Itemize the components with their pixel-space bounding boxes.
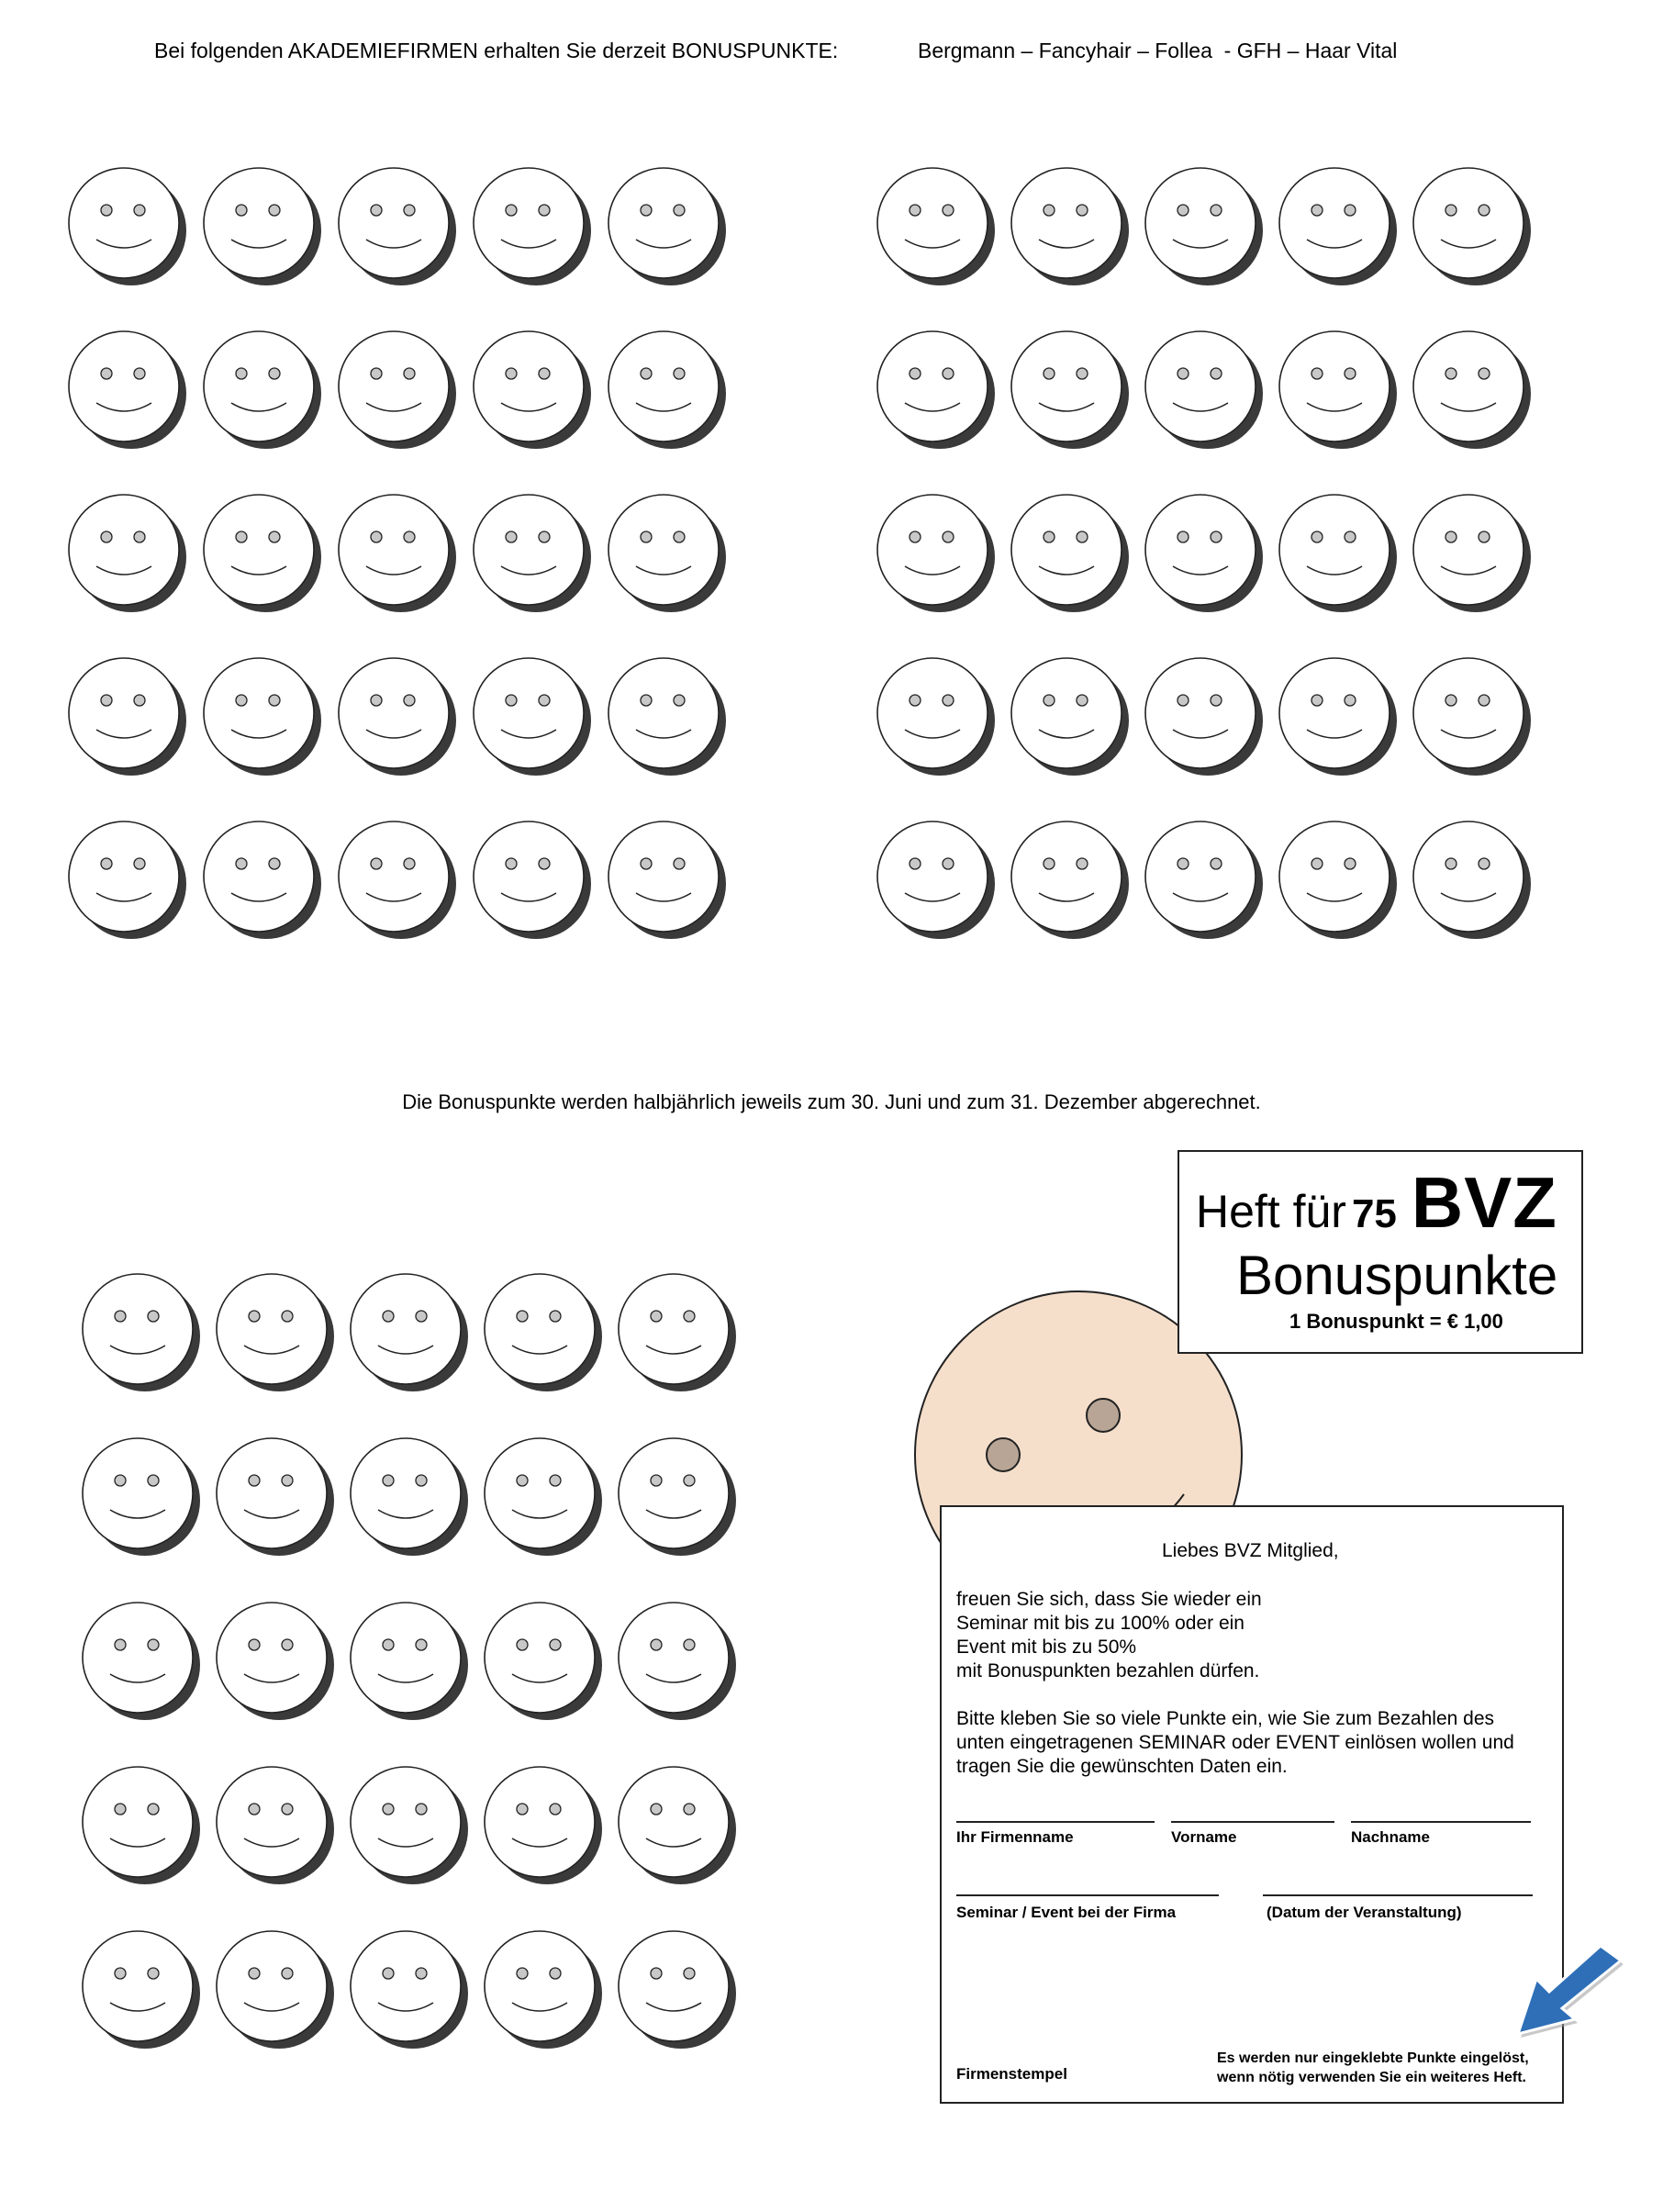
smiley-sticker-icon (872, 162, 1000, 291)
first-name-label: Vorname (1171, 1828, 1237, 1846)
smiley-sticker-icon (198, 489, 327, 618)
card-paragraph2-line: tragen Sie die gewünschten Daten ein. (956, 1756, 1288, 1777)
title-count: 75 (1351, 1191, 1397, 1236)
title-prefix: Heft für (1196, 1186, 1346, 1237)
smiley-sticker-icon (468, 816, 597, 944)
title-rate: 1 Bonuspunkt = € 1,00 (1289, 1310, 1503, 1333)
smiley-sticker-icon (1274, 326, 1402, 454)
smiley-sticker-icon (77, 1926, 206, 2054)
company-stamp-label: Firmenstempel (956, 2065, 1067, 2083)
card-greeting: Liebes BVZ Mitglied, (1162, 1540, 1339, 1561)
smiley-sticker-icon (1140, 653, 1268, 781)
smiley-sticker-icon (603, 816, 731, 944)
smiley-sticker-icon (63, 489, 192, 618)
smiley-sticker-icon (1408, 326, 1536, 454)
last-name-field[interactable] (1351, 1821, 1531, 1823)
smiley-sticker-icon (345, 1268, 474, 1397)
settlement-note: Die Bonuspunkte werden halbjährlich jeweils zum 30. Juni und zum 31. Dezember abgerechnet. (402, 1090, 1261, 1113)
smiley-sticker-icon (198, 816, 327, 944)
first-name-field[interactable] (1171, 1821, 1334, 1823)
smiley-sticker-icon (211, 1597, 340, 1726)
smiley-sticker-icon (468, 326, 597, 454)
smiley-sticker-icon (872, 326, 1000, 454)
smiley-sticker-icon (603, 326, 731, 454)
smiley-sticker-icon (1006, 162, 1134, 291)
title-brand: BVZ (1411, 1162, 1557, 1243)
card-paragraph1-line: Event mit bis zu 50% (956, 1637, 1137, 1658)
smiley-sticker-icon (1006, 489, 1134, 618)
smiley-sticker-icon (479, 1597, 608, 1726)
smiley-sticker-icon (1274, 489, 1402, 618)
header-firms: Bergmann – Fancyhair – Follea - GFH – Haar Vital (918, 39, 1398, 62)
smiley-sticker-icon (77, 1597, 206, 1726)
smiley-sticker-icon (872, 489, 1000, 618)
smiley-sticker-icon (1006, 816, 1134, 944)
smiley-sticker-icon (1140, 326, 1268, 454)
smiley-sticker-icon (613, 1761, 742, 1890)
smiley-sticker-icon (479, 1926, 608, 2054)
smiley-sticker-icon (198, 162, 327, 291)
big-smiley-right-eye (1087, 1399, 1120, 1432)
smiley-sticker-icon (63, 162, 192, 291)
smiley-sticker-icon (613, 1433, 742, 1561)
smiley-sticker-icon (1408, 162, 1536, 291)
smiley-sticker-icon (1274, 162, 1402, 291)
smiley-sticker-icon (479, 1268, 608, 1397)
smiley-sticker-icon (603, 489, 731, 618)
smiley-sticker-icon (603, 162, 731, 291)
card-paragraph1-line: mit Bonuspunkten bezahlen dürfen. (956, 1660, 1260, 1681)
last-name-label: Nachname (1351, 1828, 1430, 1846)
smiley-sticker-icon (479, 1433, 608, 1561)
smiley-sticker-icon (63, 816, 192, 944)
big-smiley-left-eye (987, 1438, 1020, 1471)
smiley-sticker-icon (333, 489, 462, 618)
notice-line: Es werden nur eingeklebte Punkte eingelöst, (1217, 2050, 1529, 2066)
smiley-sticker-icon (1140, 816, 1268, 944)
title-line (1196, 1161, 1557, 1245)
smiley-sticker-icon (211, 1433, 340, 1561)
smiley-sticker-icon (1274, 653, 1402, 781)
smiley-sticker-icon (345, 1597, 474, 1726)
smiley-sticker-icon (1006, 653, 1134, 781)
smiley-sticker-icon (63, 326, 192, 454)
booklet-title-box (1177, 1150, 1583, 1354)
smiley-sticker-icon (77, 1761, 206, 1890)
smiley-sticker-icon (1006, 326, 1134, 454)
seminar-label: Seminar / Event bei der Firma (956, 1904, 1177, 1921)
smiley-sticker-icon (345, 1433, 474, 1561)
title-subtitle: Bonuspunkte (1236, 1245, 1558, 1306)
card-paragraph1-line: freuen Sie sich, dass Sie wieder ein (956, 1589, 1262, 1610)
smiley-sticker-icon (872, 653, 1000, 781)
smiley-sticker-icon (211, 1761, 340, 1890)
smiley-sticker-icon (333, 326, 462, 454)
smiley-sticker-icon (198, 653, 327, 781)
seminar-field[interactable] (956, 1894, 1219, 1896)
smiley-sticker-icon (345, 1926, 474, 2054)
smiley-sticker-icon (479, 1761, 608, 1890)
smiley-sticker-icon (333, 653, 462, 781)
event-date-label: (Datum der Veranstaltung) (1267, 1904, 1462, 1921)
smiley-sticker-icon (872, 816, 1000, 944)
smiley-sticker-icon (1274, 816, 1402, 944)
smiley-sticker-icon (468, 489, 597, 618)
smiley-sticker-icon (613, 1597, 742, 1726)
smiley-sticker-icon (613, 1268, 742, 1397)
company-name-label: Ihr Firmenname (956, 1828, 1074, 1846)
company-name-field[interactable] (956, 1821, 1155, 1823)
smiley-sticker-icon (77, 1433, 206, 1561)
smiley-sticker-icon (333, 162, 462, 291)
smiley-sticker-icon (1140, 162, 1268, 291)
smiley-sticker-icon (613, 1926, 742, 2054)
smiley-sticker-icon (211, 1926, 340, 2054)
smiley-sticker-icon (198, 326, 327, 454)
smiley-sticker-icon (468, 162, 597, 291)
card-paragraph1-line: Seminar mit bis zu 100% oder ein (956, 1613, 1244, 1634)
smiley-sticker-icon (77, 1268, 206, 1397)
smiley-sticker-icon (603, 653, 731, 781)
card-paragraph2-line: Bitte kleben Sie so viele Punkte ein, wie Sie zum Bezahlen des (956, 1708, 1495, 1729)
smiley-sticker-icon (1408, 489, 1536, 618)
notice-line: wenn nötig verwenden Sie ein weiteres Heft. (1217, 2070, 1526, 2085)
smiley-sticker-icon (1408, 816, 1536, 944)
header-intro: Bei folgenden AKADEMIEFIRMEN erhalten Sie derzeit BONUSPUNKTE: (154, 39, 839, 62)
smiley-sticker-icon (1408, 653, 1536, 781)
smiley-sticker-icon (468, 653, 597, 781)
member-form-card (940, 1505, 1564, 2104)
card-paragraph2-line: unten eingetragenen SEMINAR oder EVENT einlösen wollen und (956, 1732, 1514, 1753)
event-date-field[interactable] (1263, 1894, 1533, 1896)
arrow-down-left-icon (1512, 1944, 1623, 2045)
smiley-sticker-icon (333, 816, 462, 944)
smiley-sticker-icon (345, 1761, 474, 1890)
smiley-sticker-icon (211, 1268, 340, 1397)
smiley-sticker-icon (1140, 489, 1268, 618)
smiley-sticker-icon (63, 653, 192, 781)
